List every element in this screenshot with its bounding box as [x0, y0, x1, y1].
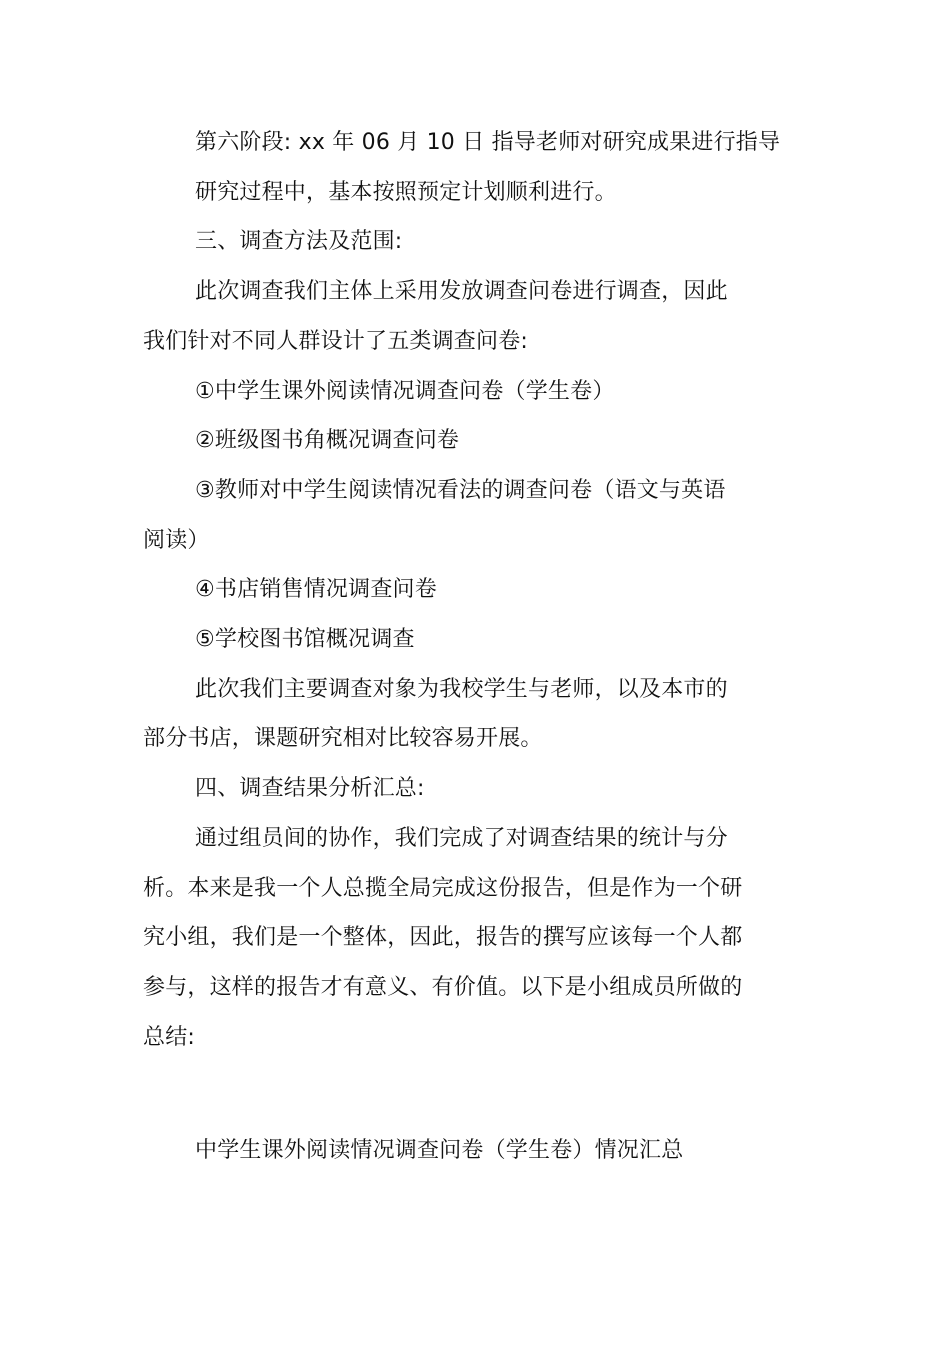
paragraph-survey-targets: 此次我们主要调查对象为我校学生与老师，以及本市的部分书店，课题研究相对比较容易开展。 [143, 676, 728, 752]
list-item-questionnaire-3: ③教师对中学生阅读情况看法的调查问卷（语文与英语阅读） [143, 477, 726, 553]
list-item-questionnaire-1: ①中学生课外阅读情况调查问卷（学生卷） [195, 378, 615, 404]
heading-survey-method: 三、调查方法及范围: [195, 229, 403, 255]
section-gap [143, 1062, 783, 1126]
section-title: 中学生课外阅读情况调查问卷（学生卷）情况汇总 [195, 1138, 684, 1164]
paragraph-research-process: 研究过程中，基本按照预定计划顺利进行。 [195, 179, 617, 205]
paragraph-results-intro: 通过组员间的协作，我们完成了对调查结果的统计与分析。本来是我一个人总揽全局完成这份报告，但是作为一个研究小组，我们是一个整体，因此，报告的撰写应该每一个人都参与，这样的报告才有意义、有价值。以下是小组成员所做的总结: [143, 825, 743, 1050]
list-item-questionnaire-4: ④书店销售情况调查问卷 [195, 577, 437, 603]
heading-results-summary: 四、调查结果分析汇总: [195, 776, 425, 802]
document-body [143, 118, 783, 1176]
paragraph-stage-six: 第六阶段: xx 年 06 月 10 日 指导老师对研究成果进行指导 [195, 130, 781, 155]
list-item-questionnaire-2: ②班级图书角概况调查问卷 [195, 428, 460, 454]
paragraph-survey-intro: 此次调查我们主体上采用发放调查问卷进行调查，因此我们针对不同人群设计了五类调查问卷: [143, 279, 728, 354]
list-item-questionnaire-5: ⑤学校图书馆概况调查 [195, 627, 415, 653]
